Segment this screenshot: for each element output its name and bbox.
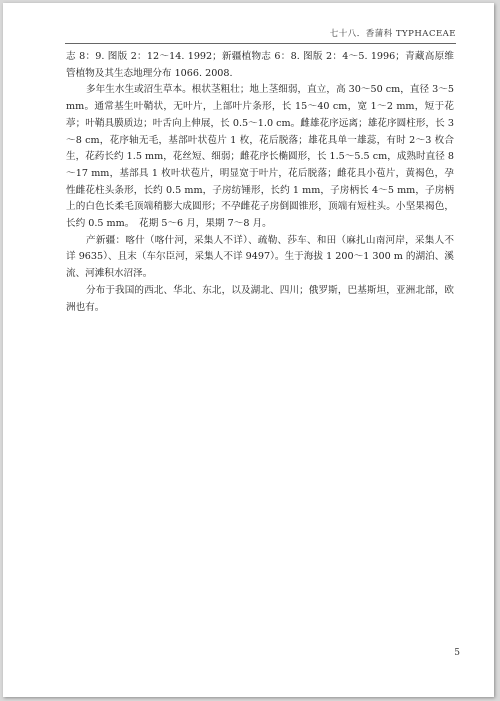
paragraph-locality: 产新疆：喀什（喀什河，采集人不详）、疏勒、莎车、和田（麻扎山南河岸，采集人不详 9635）、且末（车尔臣河，采集人不详 9497）。生于海拔 1 200～1 300 m 的湖泊、溪流、河滩积水沼泽。 <box>66 234 454 280</box>
page-number: 5 <box>454 648 460 658</box>
paragraph-description: 多年生水生或沼生草本。根状茎粗壮；地上茎细弱，直立，高 30～50 cm，直径 3～5 mm。通常基生叶鞘状，无叶片，上部叶片条形，长 15～40 cm，宽 1～2 mm，短于花葶；叶鞘具膜质边；叶舌向上伸展，长 0.5～1.0 cm。雌雄花序远离；雄花序圆柱形，长 3～8 cm，花序轴无毛，基部叶状苞片 1 枚，花后脱落；雄花具单一雄蕊，有时 2～3 枚合生，花药长约 1.5 mm，花丝短、细弱；雌花序长椭圆形，长 1.5～5.5 cm，成熟时直径 8～17 mm，基部具 1 枚叶状苞片，明显宽于叶片，花后脱落；雌花具小苞片，黄褐色，孕性雌花柱头条形，长约 0.5 mm，子房纺锤形，长约 1 mm，子房柄长 4～5 mm，子房柄上的白色长柔毛顶端稍膨大成圆形；不孕雌花子房倒圆锥形，顶端有短柱头。小坚果褐色，长约 0.5 mm。 花期 5～6 月，果期 7～8 月。 <box>66 84 454 230</box>
document-page <box>3 3 494 697</box>
running-head: 七十八．香蒲科 TYPHACEAE <box>329 29 456 39</box>
paragraph-references: 志 8：9. 图版 2：12～14. 1992；新疆植物志 6：8. 图版 2：4～5. 1996；青藏高原维管植物及其生态地理分布 1066. 2008. <box>66 51 454 79</box>
body-text <box>66 49 454 316</box>
header-rule <box>65 43 456 44</box>
paragraph-distribution: 分布于我国的西北、华北、东北，以及湖北、四川；俄罗斯，巴基斯坦，亚洲北部，欧洲也有。 <box>66 284 454 313</box>
